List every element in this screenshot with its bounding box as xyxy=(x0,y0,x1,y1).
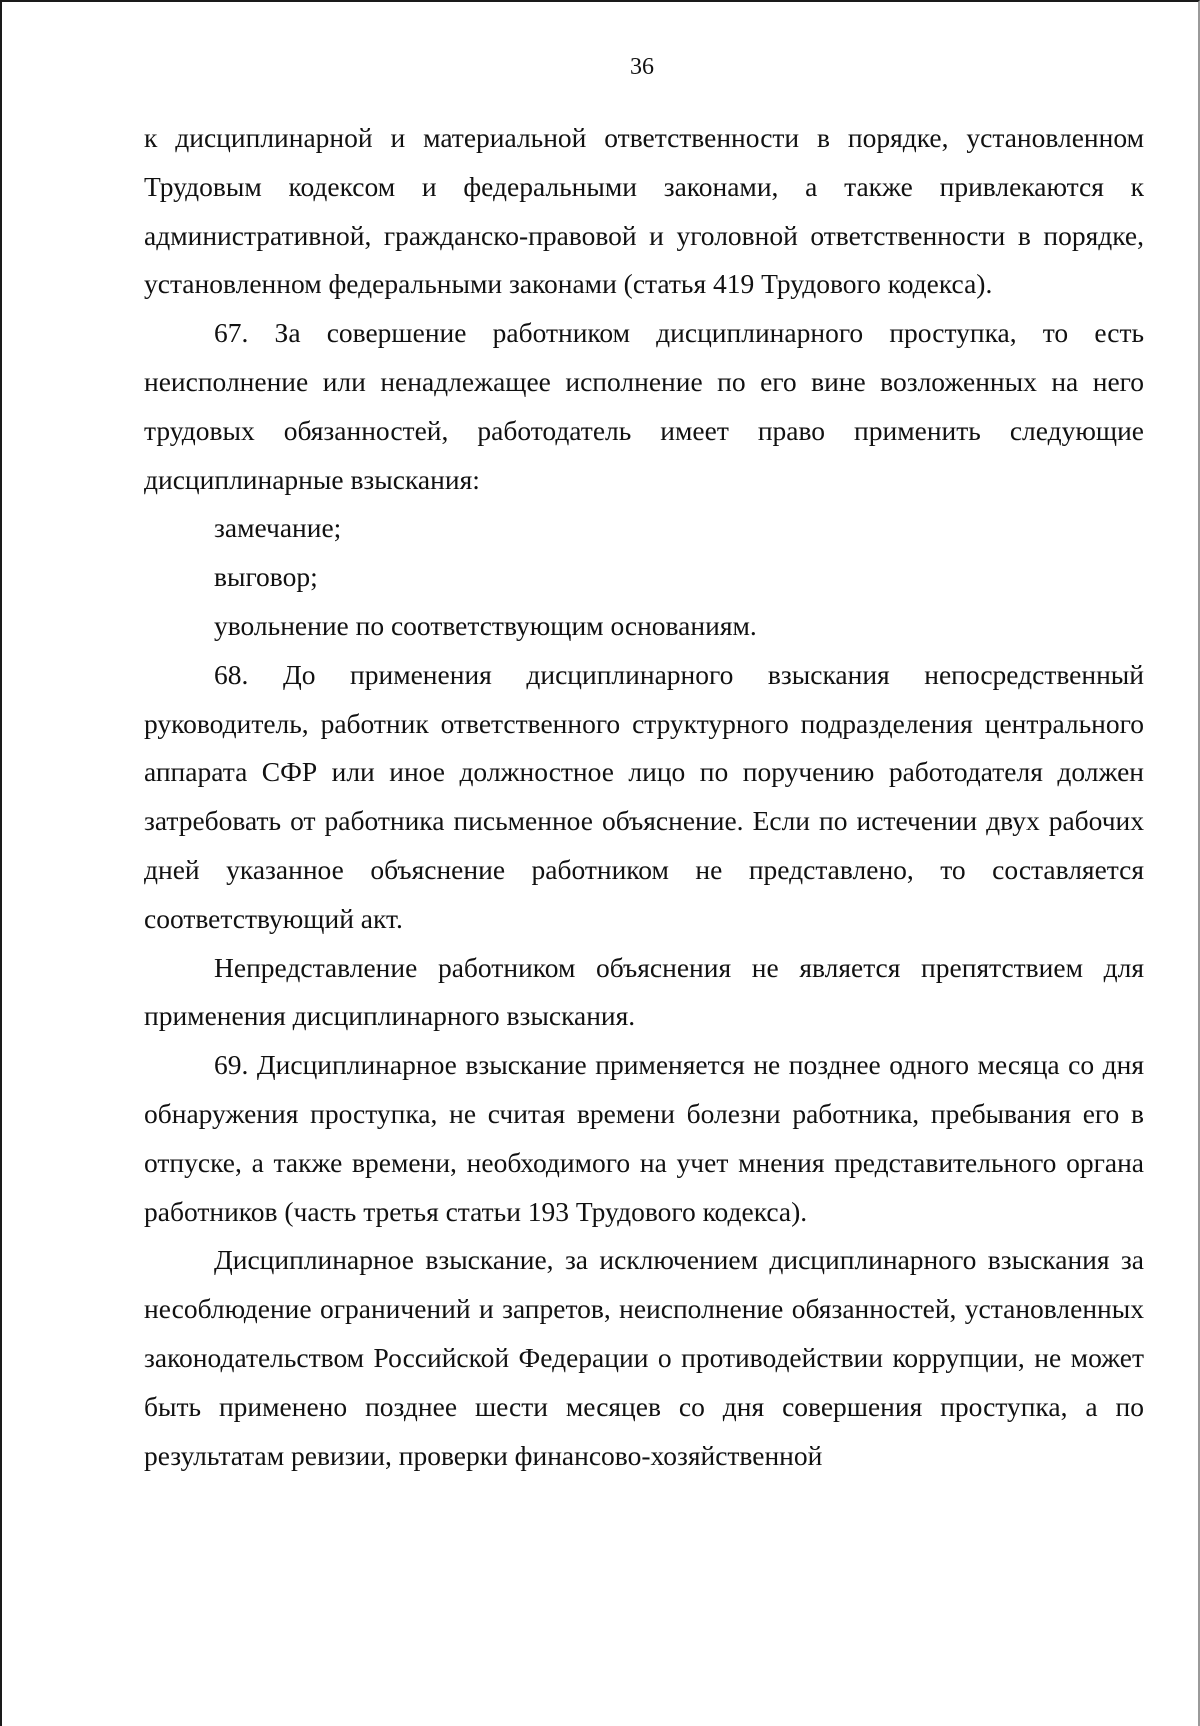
document-body xyxy=(144,114,1144,1480)
penalty-list-item: увольнение по соответствующим основаниям. xyxy=(214,609,757,641)
paragraph-item-68-note: Непредставление работником объяснения не является препятствием для применения дисциплинарного взыскания. xyxy=(144,951,1144,1032)
penalty-list-item: выговор; xyxy=(214,561,318,593)
paragraph-item-67: 67. За совершение работником дисциплинарного проступка, то есть неисполнение или ненадлежащее исполнение по его вине возложенных на него трудовых обязанностей, работодатель имеет право применить следующие дисциплинарные взыскания: xyxy=(144,317,1144,495)
paragraph-item-68: 68. До применения дисциплинарного взыскания непосредственный руководитель, работник ответственного структурного подразделения центрального аппарата СФР или иное должностное лицо по поручению работодателя должен затребовать от работника письменное объяснение. Если по истечении двух рабочих дней указанное объяснение работником не представлено, то составляется соответствующий акт. xyxy=(144,658,1144,934)
paragraph-item-69-continuation: Дисциплинарное взыскание, за исключением дисциплинарного взыскания за несоблюдение ограничений и запретов, неисполнение обязанностей, установленных законодательством Российской Федерации о противодействии коррупции, не может быть применено позднее шести месяцев со дня совершения проступка, а по результатам ревизии, проверки финансово-хозяйственной xyxy=(144,1244,1144,1471)
penalty-list-item: замечание; xyxy=(214,512,342,544)
paragraph-continuation: к дисциплинарной и материальной ответственности в порядке, установленном Трудовым кодексом и федеральными законами, а также привлекаются к административной, гражданско-правовой и уголовной ответственности в порядке, установленном федеральными законами (статья 419 Трудового кодекса). xyxy=(144,122,1144,300)
paragraph-item-69: 69. Дисциплинарное взыскание применяется не позднее одного месяца со дня обнаружения проступка, не считая времени болезни работника, пребывания его в отпуске, а также времени, необходимого на учет мнения представительного органа работников (часть третья статьи 193 Трудового кодекса). xyxy=(144,1049,1144,1227)
page-number: 36 xyxy=(630,54,654,80)
